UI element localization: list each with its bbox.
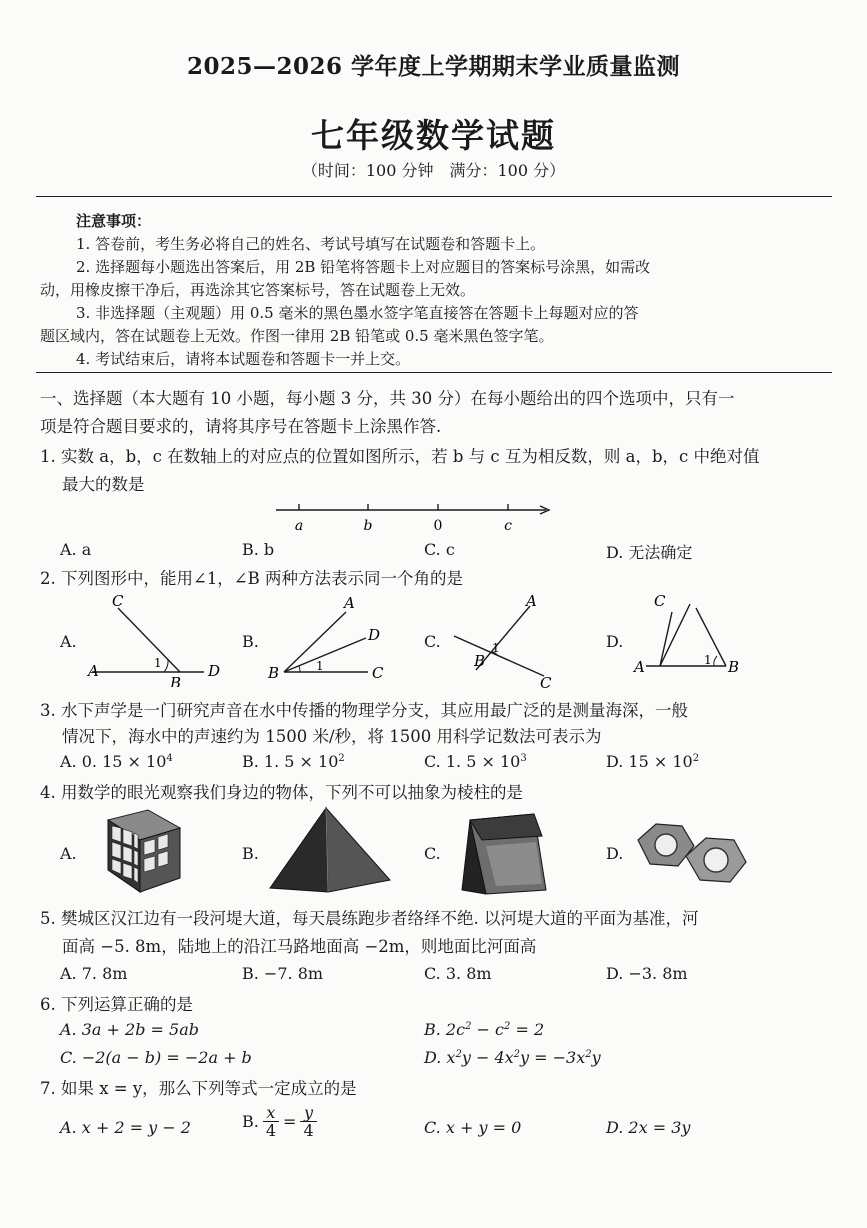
note-line-4: 3. 非选择题（主观题）用 0.5 毫米的黑色墨水签字笔直接答在答题卡上每题对应的答 (76, 304, 639, 322)
q2-stem: 2. 下列图形中，能用∠1，∠B 两种方法表示同一个角的是 (40, 569, 464, 588)
q6-option-b: B. $2c^2 - c^2 = 2$ (424, 1020, 545, 1039)
number-line-figure (270, 498, 560, 538)
q6-option-d: D. $x^2y - 4x^2y = -3x^2y$ (424, 1048, 601, 1067)
label-B: B (170, 674, 182, 687)
label-B: B (728, 658, 740, 676)
label-1: 1 (154, 656, 162, 670)
q5-stem-line2: 面高 −5. 8m，陆地上的沿江马路地面高 −2m，则地面比河面高 (62, 937, 537, 956)
label-C: C (112, 592, 124, 610)
label-1: 1 (704, 653, 712, 667)
q1-stem-line2: 最大的数是 (62, 475, 145, 494)
label-C: C (540, 674, 552, 690)
pyramid-image (266, 804, 396, 896)
q5-option-d: D. −3. 8m (606, 964, 688, 983)
label-C: C (372, 664, 384, 682)
hex-nuts-image (626, 810, 756, 892)
q7-stem: 7. 如果 x = y，那么下列等式一定成立的是 (40, 1079, 357, 1098)
q2-figure-b (264, 592, 404, 687)
axis-label-b: b (363, 518, 373, 534)
axis-label-0: 0 (433, 518, 443, 534)
q3-option-b: B. 1. $5 \times 10^2$ (242, 752, 345, 771)
q6-stem: 6. 下列运算正确的是 (40, 995, 193, 1014)
label-A: A (526, 592, 537, 610)
label-B: B (474, 652, 486, 670)
q2-figure-a (84, 592, 234, 687)
label-1: 1 (316, 659, 324, 673)
notes-rule (36, 372, 832, 373)
q4-option-b: B. (242, 844, 259, 863)
triangular-prism-image (456, 806, 556, 898)
q3-stem-line2: 情况下，海水中的声速约为 1500 米/秒，将 1500 用科学记数法可表示为 (62, 727, 602, 746)
axis-label-c: c (504, 518, 512, 534)
label-1: 1 (492, 641, 500, 655)
section1-line1: 一、选择题（本大题有 10 小题，每小题 3 分，共 30 分）在每小题给出的四个选项中，只有一 (40, 389, 735, 408)
q2-figure-d (630, 590, 750, 685)
q1-option-a: A. a (60, 540, 92, 559)
notes-heading: 注意事项： (76, 212, 152, 230)
label-A: A (344, 594, 355, 612)
label-B: B (268, 664, 280, 682)
fraction-x-over-4: $\frac{x}{4}$ (263, 1104, 279, 1139)
q2-option-c: C. (424, 632, 441, 651)
note-line-1: 1. 答卷前，考生务必将自己的姓名、考试号填写在试题卷和答题卡上。 (76, 235, 546, 253)
q4-stem: 4. 用数学的眼光观察我们身边的物体，下列不可以抽象为棱柱的是 (40, 783, 523, 802)
note-line-6: 4. 考试结束后，请将本试题卷和答题卡一并上交。 (76, 350, 411, 368)
q4-option-d: D. (606, 844, 624, 863)
note-line-5: 题区域内，答在试题卷上无效。作图一律用 2B 铅笔或 0.5 毫米黑色签字笔。 (40, 327, 554, 345)
q3-option-c: C. 1. $5 \times 10^3$ (424, 752, 527, 771)
q4-option-a: A. (60, 844, 77, 863)
fraction-y-over-4: $\frac{y}{4}$ (300, 1104, 316, 1139)
axis-label-a: a (294, 518, 304, 534)
q7-option-b: B. $\frac{x}{4}$ = $\frac{y}{4}$ (242, 1104, 317, 1139)
q1-option-d: D. 无法确定 (606, 543, 693, 562)
label-D: D (208, 662, 221, 680)
q1-option-b: B. b (242, 540, 275, 559)
q2-option-d: D. (606, 632, 624, 651)
label-C: C (654, 592, 666, 610)
q3-option-a: A. 0. $15 \times 10^4$ (60, 752, 173, 771)
q6-option-a: A. 3a + 2b = 5ab (60, 1020, 199, 1039)
label-D: D (368, 626, 381, 644)
q5-option-a: A. 7. 8m (60, 964, 128, 983)
q5-option-c: C. 3. 8m (424, 964, 492, 983)
q7-option-c: C. x + y = 0 (424, 1118, 522, 1137)
q3-option-d: D. $15 \times 10^2$ (606, 752, 700, 771)
q2-option-a: A. (60, 632, 77, 651)
q7-option-d: D. 2x = 3y (606, 1118, 691, 1137)
note-line-2: 2. 选择题每小题选出答案后，用 2B 铅笔将答题卡上对应题目的答案标号涂黑，如需改 (76, 258, 651, 276)
exam-subtitle: （时间：100 分钟 满分：100 分） (301, 161, 566, 180)
q1-option-c: C. c (424, 540, 455, 559)
q1-stem-line1: 1. 实数 a，b，c 在数轴上的对应点的位置如图所示，若 b 与 c 互为相反数，则 a，b，c 中绝对值 (40, 447, 760, 466)
q5-stem-line1: 5. 樊城区汉江边有一段河堤大道，每天晨练跑步者络绎不绝. 以河堤大道的平面为基准，河 (40, 909, 699, 928)
note-line-3: 动，用橡皮擦干净后，再选涂其它答案标号，答在试题卷上无效。 (40, 281, 476, 299)
q2-figure-c (444, 590, 574, 690)
q4-option-c: C. (424, 844, 441, 863)
q2-option-b: B. (242, 632, 259, 651)
q7-option-a: A. x + 2 = y − 2 (60, 1118, 191, 1137)
label-A: A (634, 658, 645, 676)
exam-name: 2025—2026 学年度上学期期末学业质量监测 (186, 53, 681, 80)
section1-line2: 项是符合题目要求的，请将其序号在答题卡上涂黑作答. (40, 417, 442, 436)
q3-stem-line1: 3. 水下声学是一门研究声音在水中传播的物理学分支，其应用最广泛的是测量海深，一般 (40, 701, 688, 720)
q5-option-b: B. −7. 8m (242, 964, 324, 983)
page-title: 七年级数学试题 (311, 116, 556, 155)
top-rule (36, 196, 832, 197)
rubiks-cube-image (88, 806, 188, 898)
label-A: A (88, 662, 99, 680)
q6-option-c: C. −2(a − b) = −2a + b (60, 1048, 252, 1067)
